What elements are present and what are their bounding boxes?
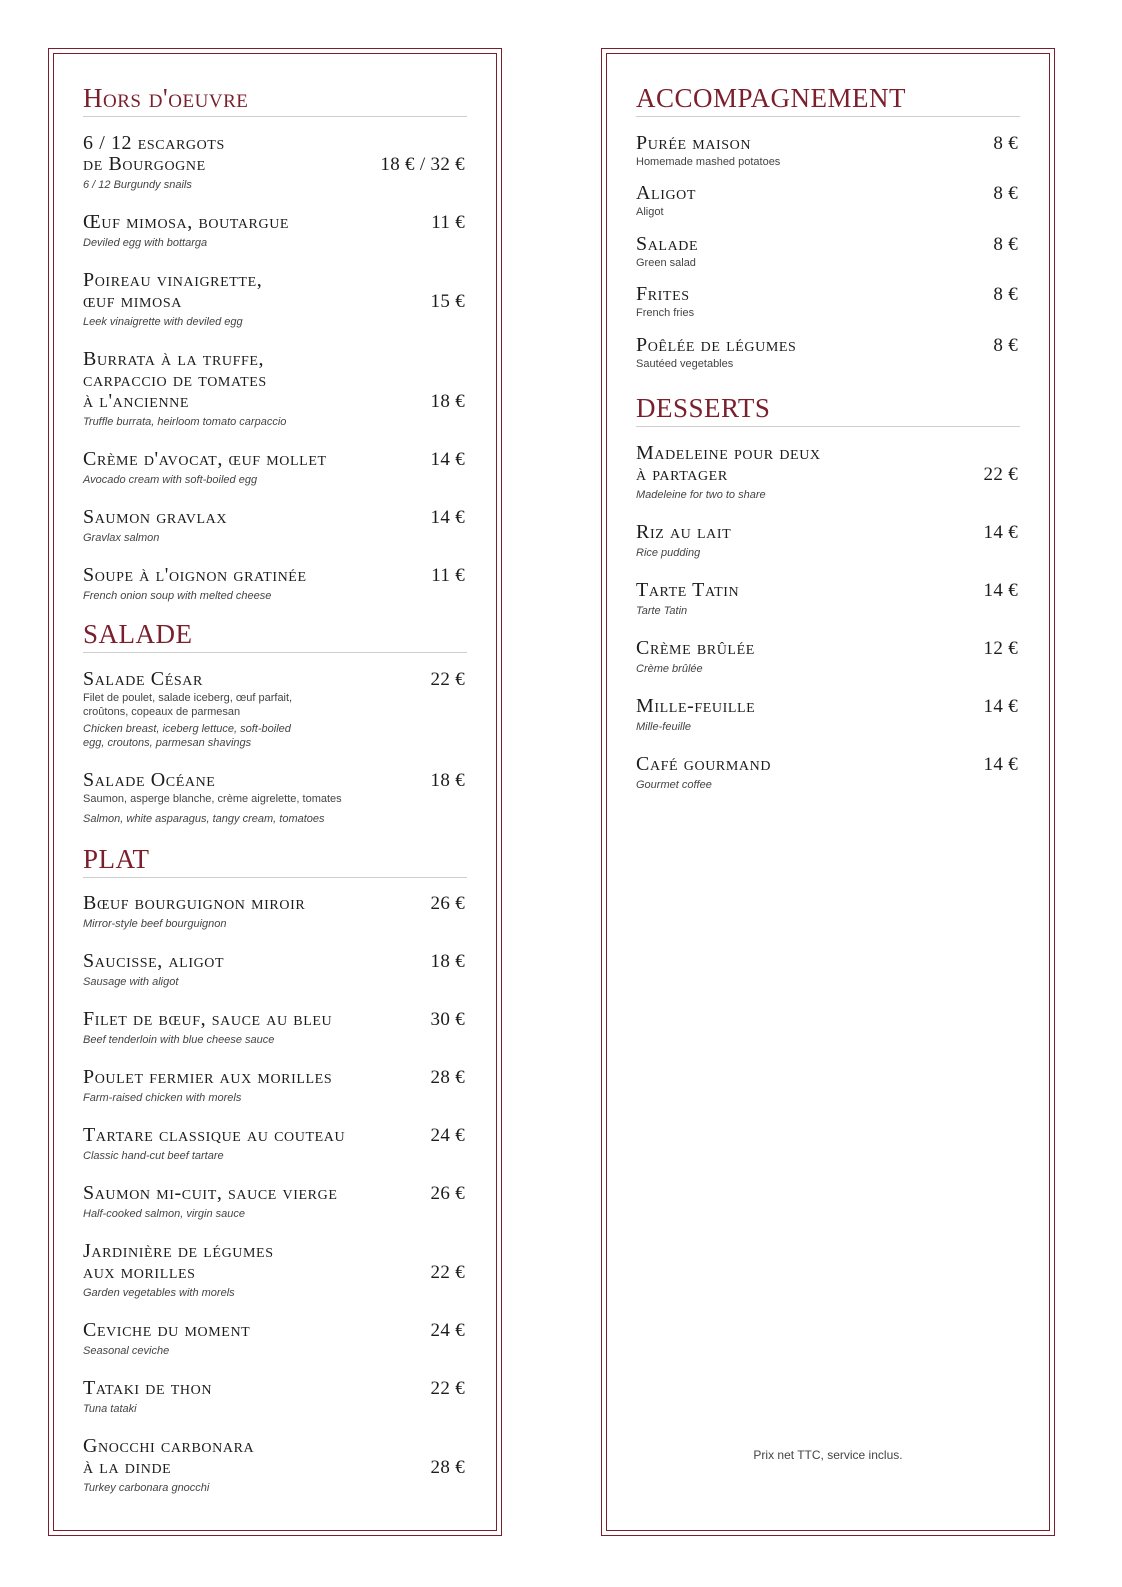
menu-item-salade-verte [636, 234, 1020, 270]
menu-item-madeleine [636, 443, 1020, 502]
item-name: Soupe à l'oignon gratinée [83, 564, 307, 586]
item-price: 8 € [993, 234, 1018, 255]
section-title-desserts: DESSERTS [636, 392, 1020, 427]
item-price: 11 € [431, 212, 465, 233]
menu-item-puree [636, 133, 1020, 169]
menu-item-saumon-mi-cuit [83, 1183, 467, 1221]
item-name: Poêlée de légumes [636, 334, 797, 356]
menu-item-boeuf-bourguignon [83, 893, 467, 931]
menu-item-tartare [83, 1125, 467, 1163]
item-description-fr: Saumon, asperge blanche, crème aigrelette, tomates [83, 793, 342, 805]
item-name: Café gourmand [636, 753, 772, 775]
item-description: Sautéed vegetables [636, 358, 734, 370]
item-description: Beef tenderloin with blue cheese sauce [83, 1034, 275, 1046]
item-description: Sausage with aligot [83, 976, 179, 988]
menu-item-saumon-gravlax [83, 507, 467, 545]
item-name: Salade César [83, 668, 203, 690]
item-name: Gnocchi carbonara à la dinde [83, 1435, 255, 1478]
item-name: Purée maison [636, 132, 752, 154]
menu-item-aligot [636, 183, 1020, 219]
item-description: Homemade mashed potatoes [636, 156, 781, 168]
item-price: 18 € [430, 770, 465, 791]
item-name: Salade [636, 233, 699, 255]
item-name: Crème d'avocat, œuf mollet [83, 448, 327, 470]
item-price: 22 € [430, 669, 465, 690]
menu-item-cafe-gourmand [636, 754, 1020, 792]
item-name: 6 / 12 escargots de Bourgogne [83, 132, 225, 175]
item-description: Avocado cream with soft-boiled egg [83, 474, 258, 486]
item-name: Œuf mimosa, boutargue [83, 211, 290, 233]
item-name: Crème brûlée [636, 637, 755, 659]
menu-item-salade-cesar [83, 669, 467, 750]
item-description: French onion soup with melted cheese [83, 590, 272, 602]
item-description: Crème brûlée [636, 663, 703, 675]
menu-item-soupe-oignon [83, 565, 467, 603]
item-name: Madeleine pour deux à partager [636, 442, 821, 485]
menu-item-mille-feuille [636, 696, 1020, 734]
item-description: Rice pudding [636, 547, 701, 559]
item-name: Tarte Tatin [636, 579, 740, 601]
price-note: Prix net TTC, service inclus. [753, 1448, 903, 1462]
item-description: Aligot [636, 206, 664, 218]
menu-item-saucisse-aligot [83, 951, 467, 989]
item-price: 8 € [993, 183, 1018, 204]
item-name: Tartare classique au couteau [83, 1124, 346, 1146]
item-description-fr: Filet de poulet, salade iceberg, œuf parfait, croûtons, copeaux de parmesan [83, 692, 293, 718]
menu-item-creme-brulee [636, 638, 1020, 676]
item-price: 14 € [430, 507, 465, 528]
item-description: Mirror-style beef bourguignon [83, 918, 227, 930]
section-title-plat: PLAT [83, 843, 467, 878]
item-name: Ceviche du moment [83, 1319, 251, 1341]
menu-item-escargots [83, 133, 467, 192]
item-name: Jardinière de légumes aux morilles [83, 1240, 274, 1283]
menu-item-poireau [83, 270, 467, 329]
menu-item-riz-au-lait [636, 522, 1020, 560]
menu-item-jardiniere [83, 1241, 467, 1300]
item-name: Tataki de thon [83, 1377, 213, 1399]
item-description: Gravlax salmon [83, 532, 160, 544]
item-price: 14 € [983, 754, 1018, 775]
menu-item-tarte-tatin [636, 580, 1020, 618]
item-price: 22 € [430, 1378, 465, 1399]
item-price: 18 € / 32 € [380, 154, 465, 175]
item-price: 14 € [983, 522, 1018, 543]
section-title-hors-doeuvre: Hors d'oeuvre [83, 82, 467, 117]
item-price: 22 € [983, 464, 1018, 485]
item-name: Burrata à la truffe, carpaccio de tomates à l'ancienne [83, 348, 267, 412]
item-price: 22 € [430, 1262, 465, 1283]
item-price: 8 € [993, 133, 1018, 154]
item-price: 26 € [430, 893, 465, 914]
menu-item-filet-de-boeuf [83, 1009, 467, 1047]
item-name: Riz au lait [636, 521, 732, 543]
item-description: Gourmet coffee [636, 779, 712, 791]
item-description: Salmon, white asparagus, tangy cream, tomatoes [83, 813, 325, 825]
item-price: 26 € [430, 1183, 465, 1204]
item-price: 24 € [430, 1320, 465, 1341]
item-price: 24 € [430, 1125, 465, 1146]
item-description: 6 / 12 Burgundy snails [83, 179, 192, 191]
menu-item-salade-oceane [83, 770, 467, 826]
menu-item-ceviche [83, 1320, 467, 1358]
item-price: 12 € [983, 638, 1018, 659]
menu-item-tataki [83, 1378, 467, 1416]
item-name: Poulet fermier aux morilles [83, 1066, 333, 1088]
item-description: Tuna tataki [83, 1403, 137, 1415]
item-name: Frites [636, 283, 690, 305]
item-name: Bœuf bourguignon miroir [83, 892, 306, 914]
item-price: 14 € [983, 580, 1018, 601]
section-title-salade: SALADE [83, 618, 467, 653]
menu-panel-right [601, 48, 1055, 1536]
item-description: Seasonal ceviche [83, 1345, 170, 1357]
menu-item-poulet-fermier [83, 1067, 467, 1105]
item-description: Turkey carbonara gnocchi [83, 1482, 210, 1494]
menu-item-oeuf-mimosa [83, 212, 467, 250]
item-description: Truffle burrata, heirloom tomato carpaccio [83, 416, 287, 428]
item-price: 8 € [993, 284, 1018, 305]
item-price: 28 € [430, 1067, 465, 1088]
menu-item-creme-avocat [83, 449, 467, 487]
item-description: Deviled egg with bottarga [83, 237, 208, 249]
item-price: 30 € [430, 1009, 465, 1030]
menu-item-poelee-legumes [636, 335, 1020, 371]
item-price: 11 € [431, 565, 465, 586]
item-price: 18 € [430, 951, 465, 972]
menu-item-burrata [83, 349, 467, 429]
item-price: 15 € [430, 291, 465, 312]
section-title-accompagnement: ACCOMPAGNEMENT [636, 82, 1020, 117]
item-price: 14 € [430, 449, 465, 470]
item-price: 28 € [430, 1457, 465, 1478]
item-description: Green salad [636, 257, 696, 269]
item-price: 18 € [430, 391, 465, 412]
item-name: Salade Océane [83, 769, 216, 791]
item-price: 14 € [983, 696, 1018, 717]
item-description: Farm-raised chicken with morels [83, 1092, 242, 1104]
menu-item-gnocchi [83, 1436, 467, 1495]
menu-panel-left [48, 48, 502, 1536]
item-price: 8 € [993, 335, 1018, 356]
item-description: Classic hand-cut beef tartare [83, 1150, 224, 1162]
item-description: Garden vegetables with morels [83, 1287, 235, 1299]
item-description: Half-cooked salmon, virgin sauce [83, 1208, 246, 1220]
item-name: Saucisse, aligot [83, 950, 225, 972]
item-description: Leek vinaigrette with deviled egg [83, 316, 243, 328]
item-name: Mille-feuille [636, 695, 756, 717]
item-name: Saumon mi-cuit, sauce vierge [83, 1182, 338, 1204]
item-name: Saumon gravlax [83, 506, 228, 528]
menu-item-frites [636, 284, 1020, 320]
item-description: Tarte Tatin [636, 605, 688, 617]
item-name: Filet de bœuf, sauce au bleu [83, 1008, 333, 1030]
item-description: Mille-feuille [636, 721, 692, 733]
item-name: Poireau vinaigrette, œuf mimosa [83, 269, 263, 312]
item-description: Madeleine for two to share [636, 489, 766, 501]
item-description: Chicken breast, iceberg lettuce, soft-boiled egg, croutons, parmesan shavings [83, 723, 291, 749]
item-name: Aligot [636, 182, 697, 204]
item-description: French fries [636, 307, 695, 319]
